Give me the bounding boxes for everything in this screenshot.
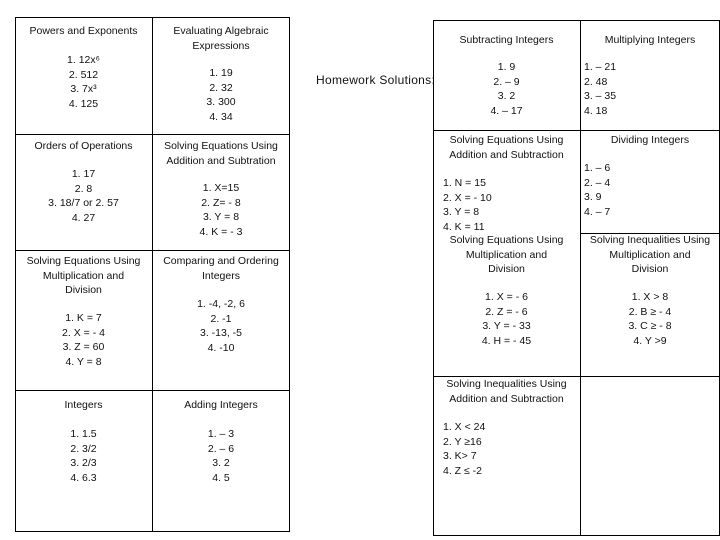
homework-solutions-label: Homework Solutions:: [316, 73, 436, 87]
dividing-answers: 1. – 6 2. – 4 3. 9 4. – 7: [584, 162, 611, 218]
integers-title: Integers: [64, 399, 103, 411]
right-solve-mult-div-answers: 1. X = - 6 2. Z = - 6 3. Y = - 33 4. H = - 45: [481, 291, 532, 347]
adding-title: Adding Integers: [184, 399, 258, 411]
subtracting-answers: 1. 9 2. – 9 3. 2 4. – 17: [490, 61, 523, 117]
adding-answers: 1. – 3 2. – 6 3. 2 4. 5: [207, 428, 235, 484]
left-table-row-line: [15, 390, 290, 391]
ineq-mult-div-title: Solving Inequalities Using Multiplication and Division: [589, 234, 711, 275]
solve-mult-div-title: Solving Equations Using Multiplication and Division: [26, 255, 141, 296]
left-table-row-line: [15, 250, 290, 251]
ineq-add-sub-answers: 1. X < 24 2. Y ≥16 3. K> 7 4. Z ≤ -2: [443, 421, 486, 477]
right-solve-add-sub-answers: 1. N = 15 2. X = - 10 3. Y = 8 4. K = 11: [443, 177, 492, 233]
ineq-add-sub-title: Solving Inequalities Using Addition and Subtraction: [446, 378, 567, 405]
multiplying-answers: 1. – 21 2. 48 3. – 35 4. 18: [584, 61, 617, 117]
powers-title: Powers and Exponents: [29, 25, 138, 37]
empty-cell: [580, 377, 720, 536]
powers-answers: 1. 12x⁶ 2. 512 3. 7x³ 4. 125: [67, 54, 100, 110]
order-ops-title: Orders of Operations: [34, 140, 133, 152]
right-table-row-line: [433, 130, 720, 131]
order-ops-answers: 1. 17 2. 8 3. 18/7 or 2. 57 4. 27: [48, 168, 119, 224]
solve-add-sub-title: Solving Equations Using Addition and Subtration: [164, 140, 278, 167]
evaluating-answers: 1. 19 2. 32 3. 300 4. 34: [206, 67, 236, 123]
subtracting-title: Subtracting Integers: [459, 34, 554, 46]
integers-answers: 1. 1.5 2. 3/2 3. 2/3 4. 6.3: [70, 428, 97, 484]
multiplying-title: Multiplying Integers: [604, 34, 696, 46]
dividing-title: Dividing Integers: [610, 134, 690, 146]
left-table-row-line: [15, 134, 290, 135]
comparing-answers: 1. -4, -2, 6 2. -1 3. -13, -5 4. -10: [197, 298, 245, 354]
evaluating-title: Evaluating Algebraic Expressions: [173, 25, 269, 52]
solve-add-sub-answers: 1. X=15 2. Z= - 8 3. Y = 8 4. K = - 3: [199, 182, 243, 238]
right-solve-add-sub-title: Solving Equations Using Addition and Subtraction: [449, 134, 564, 161]
solve-mult-div-answers: 1. K = 7 2. X = - 4 3. Z = 60 4. Y = 8: [62, 312, 105, 368]
right-solve-mult-div-title: Solving Equations Using Multiplication and Division: [449, 234, 564, 275]
ineq-mult-div-answers: 1. X > 8 2. B ≥ - 4 3. C ≥ - 8 4. Y >9: [628, 291, 672, 347]
comparing-title: Comparing and Ordering Integers: [163, 255, 279, 282]
